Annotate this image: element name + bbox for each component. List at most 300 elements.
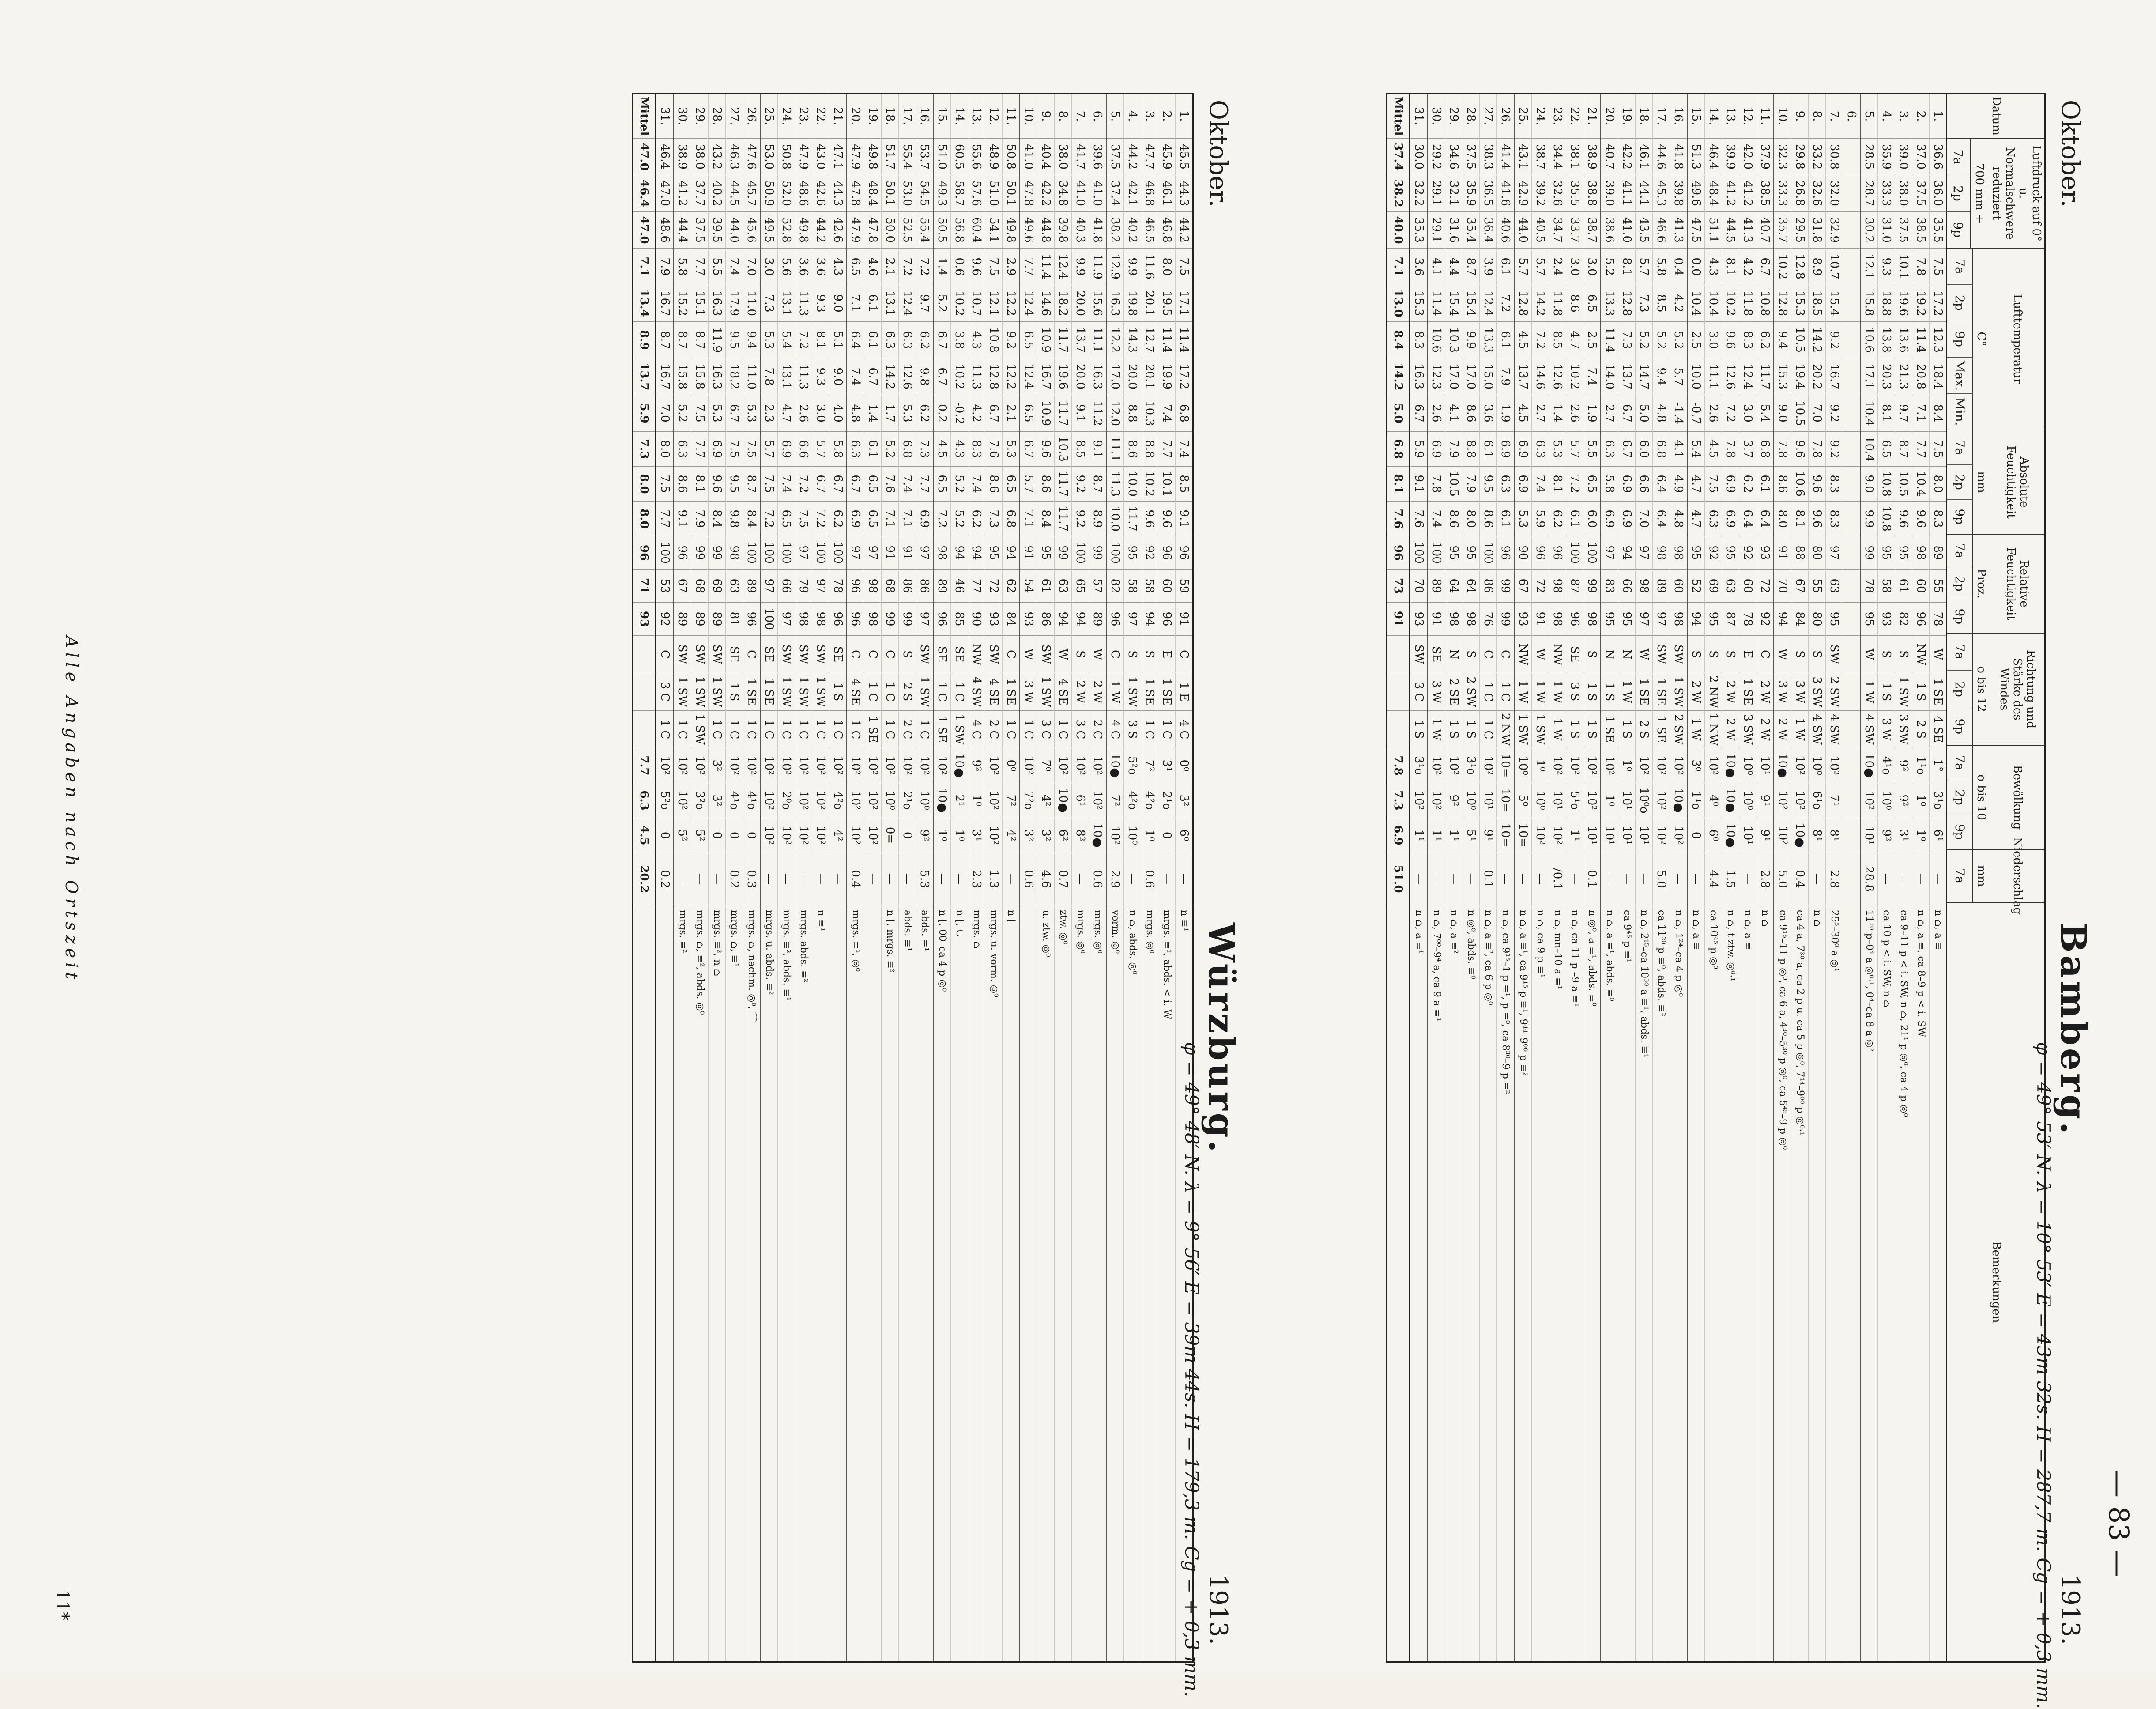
cell-pressure-2p: 44.3: [1176, 175, 1192, 212]
cell-cloud-7a: 3¹: [1158, 748, 1175, 783]
cell-wind-7a: NW: [1515, 636, 1531, 673]
cell-rel-humidity-9p: 76: [1480, 603, 1496, 636]
cell-abs-humidity-7a: 6.9: [1428, 432, 1445, 467]
cell-abs-humidity-7a: 4.3: [951, 432, 968, 467]
cell-pressure-7a: 38.1: [1566, 139, 1583, 175]
cell-cloud-7a: 10²: [812, 748, 829, 783]
cell-cloud-2p: 2¹o: [899, 783, 916, 818]
cell-abs-humidity-2p: 6.5: [864, 467, 881, 502]
cell-cloud-2p: 10⁰: [1878, 783, 1895, 818]
cell-temp-2p: 20.1: [1141, 285, 1158, 322]
cell-cloud-7a: 7²: [1141, 748, 1158, 783]
cell-cloud-2p: 6.3: [633, 783, 655, 818]
cell-wind-2p: 1 S: [829, 673, 846, 711]
cell-pressure-9p: 42.6: [829, 212, 846, 249]
cell-remarks: mrgs. u. abds. ≡²: [764, 910, 775, 995]
cell-date: 2.: [1158, 94, 1175, 139]
cell-temp-2p: 6.5: [1583, 285, 1600, 322]
cell-rel-humidity-2p: 83: [1601, 570, 1618, 603]
cell-date: 14.: [951, 94, 968, 139]
cell-cloud-2p: 4²o: [1141, 783, 1158, 818]
cell-abs-humidity-9p: 4.7: [1688, 502, 1704, 536]
cell-abs-humidity-9p: 7.1: [882, 502, 898, 536]
cell-pressure-9p: 35.3: [1410, 212, 1427, 249]
cell-temp-max: [1843, 358, 1860, 395]
cell-temp-min: 6.5: [1020, 395, 1037, 432]
cell-rel-humidity-9p: 98: [1445, 603, 1462, 636]
cell-temp-2p: 12.2: [1003, 285, 1019, 322]
cell-precipitation: —: [1566, 853, 1583, 905]
cell-rel-humidity-7a: 95: [1895, 536, 1912, 570]
cell-wind-7a: S: [1462, 636, 1479, 673]
cell-pressure-9p: [1843, 212, 1860, 249]
cell-rel-humidity-9p: 96: [847, 603, 864, 636]
cell-remarks: ca 9–11 p < i. SW, n ⌂, 21¹ p ◎⁰, ca 4 p ◎⁰: [1898, 910, 1909, 1117]
cell-rel-humidity-7a: 96: [1176, 536, 1192, 570]
cell-cloud-7a: 10²: [1089, 748, 1106, 783]
cell-pressure-7a: 48.9: [985, 139, 1002, 175]
cell-wind-9p: 4 SW: [1809, 711, 1825, 748]
cell-pressure-2p: 37.7: [691, 175, 708, 212]
cell-temp-max: 15.0: [1480, 358, 1496, 395]
cell-temp-7a: 9.6: [968, 249, 985, 285]
cell-cloud-2p: 7²: [1107, 783, 1123, 818]
cell-remarks: 11¹⁰ p–0⁴ a ◎⁰·¹, 0⁴–ca 8 a ◎²: [1864, 910, 1875, 1052]
cell-abs-humidity-7a: 5.8: [829, 432, 846, 467]
cell-abs-humidity-9p: 8.3: [1930, 502, 1946, 536]
cell-temp-9p: 9.4: [743, 322, 760, 358]
cell-pressure-9p: 44.0: [726, 212, 743, 249]
cell-wind-9p: 3 C: [1037, 711, 1054, 748]
table-row: [1635, 94, 1652, 1661]
cell-pressure-2p: 32.6: [1809, 175, 1825, 212]
cell-abs-humidity-9p: 7.6: [1387, 502, 1409, 536]
cell-precipitation: 0.1: [1480, 853, 1496, 905]
cell-precipitation: 2.8: [1756, 853, 1773, 905]
cell-temp-min: 2.6: [1428, 395, 1445, 432]
cell-temp-min: 7.4: [1158, 395, 1175, 432]
cell-rel-humidity-7a: 95: [1445, 536, 1462, 570]
cell-pressure-2p: 46.1: [1158, 175, 1175, 212]
cell-wind-7a: S: [1072, 636, 1089, 673]
cell-rel-humidity-9p: 96: [829, 603, 846, 636]
cell-abs-humidity-2p: 9.6: [1809, 467, 1825, 502]
cell-temp-min: 5.0: [1636, 395, 1652, 432]
cell-wind-2p: [1387, 673, 1409, 711]
cell-cloud-9p: 1⁰: [934, 818, 950, 853]
cell-date: 29.: [1445, 94, 1462, 139]
cell-rel-humidity-2p: 77: [968, 570, 985, 603]
cell-wind-2p: 1 SW: [1895, 673, 1912, 711]
cell-wind-2p: 1 S: [1878, 673, 1895, 711]
table-row: [968, 94, 985, 1661]
cell-wind-7a: SW: [691, 636, 708, 673]
cell-wind-2p: 1 SE: [1158, 673, 1175, 711]
cell-rel-humidity-9p: 96: [1158, 603, 1175, 636]
cell-temp-2p: 12.1: [985, 285, 1002, 322]
cell-abs-humidity-7a: 6.6: [795, 432, 812, 467]
cell-temp-9p: 6.3: [882, 322, 898, 358]
cell-abs-humidity-9p: 6.1: [1497, 502, 1514, 536]
cell-abs-humidity-2p: 10.5: [1895, 467, 1912, 502]
cell-wind-7a: SE: [829, 636, 846, 673]
cell-abs-humidity-9p: 7.1: [899, 502, 916, 536]
cell-pressure-7a: 51.0: [934, 139, 950, 175]
table-row: [1583, 94, 1600, 1661]
cell-cloud-7a: 7.7: [633, 748, 655, 783]
cell-temp-min: 1.4: [864, 395, 881, 432]
cell-cloud-2p: 3²: [709, 783, 725, 818]
cell-temp-2p: 20.0: [1072, 285, 1089, 322]
cell-pressure-7a: 39.9: [1722, 139, 1739, 175]
table-row: [777, 94, 795, 1661]
cell-remarks: abds. ≡¹: [902, 910, 913, 951]
cell-pressure-2p: 53.0: [899, 175, 916, 212]
cell-cloud-9p: 6.9: [1387, 818, 1409, 853]
cell-remarks: n ⌂, a ≡²: [1448, 910, 1459, 954]
cell-wind-7a: NW: [968, 636, 985, 673]
cell-pressure-7a: 43.2: [709, 139, 725, 175]
cell-pressure-2p: 46.4: [633, 175, 655, 212]
table-header: [1947, 93, 2046, 1663]
cell-date: 26.: [743, 94, 760, 139]
cell-cloud-7a: 10²: [1601, 748, 1618, 783]
cell-rel-humidity-9p: 80: [1809, 603, 1825, 636]
cell-temp-7a: 7.1: [1387, 249, 1409, 285]
cell-abs-humidity-7a: 7.7: [1912, 432, 1929, 467]
cell-abs-humidity-9p: 6.8: [1003, 502, 1019, 536]
cell-wind-7a: C: [1756, 636, 1773, 673]
cell-wind-9p: 1 C: [761, 711, 777, 748]
cell-rel-humidity-2p: 60: [1912, 570, 1929, 603]
cell-pressure-9p: 37.5: [1895, 212, 1912, 249]
cell-rel-humidity-2p: 78: [829, 570, 846, 603]
cell-temp-9p: 5.4: [778, 322, 795, 358]
cell-rel-humidity-2p: 69: [709, 570, 725, 603]
cell-cloud-7a: 10²: [743, 748, 760, 783]
cell-wind-2p: 1 C: [882, 673, 898, 711]
cell-temp-7a: 5.8: [674, 249, 691, 285]
cell-temp-9p: 9.6: [1722, 322, 1739, 358]
cell-wind-9p: 1 C: [795, 711, 812, 748]
cell-wind-2p: 1 SW: [674, 673, 691, 711]
cell-remarks: ca 9¹⁵–11 p ◎⁰, ca 6 a, 4³⁰–5³⁰ p ◎⁰, ca 5⁴⁵–9 p ◎⁰: [1777, 910, 1788, 1150]
cell-remarks: n ◎⁰, abds. ≡⁰: [1466, 910, 1477, 979]
cell-wind-9p: 1 C: [674, 711, 691, 748]
cell-precipitation: —: [1410, 853, 1427, 905]
cell-rel-humidity-7a: 88: [1791, 536, 1808, 570]
cell-rel-humidity-2p: 71: [633, 570, 655, 603]
cell-precipitation: 0.1: [1583, 853, 1600, 905]
cell-cloud-7a: 10²: [1072, 748, 1089, 783]
cell-temp-7a: 4.6: [864, 249, 881, 285]
cell-abs-humidity-9p: 10.0: [1107, 502, 1123, 536]
table-row: [916, 94, 933, 1661]
cell-wind-7a: S: [1688, 636, 1704, 673]
cell-rel-humidity-9p: 96: [1566, 603, 1583, 636]
cell-pressure-2p: 44.3: [829, 175, 846, 212]
cell-date: 3.: [1895, 94, 1912, 139]
cell-precipitation: —: [899, 853, 916, 905]
cell-pressure-2p: 26.8: [1791, 175, 1808, 212]
cell-date: 18.: [882, 94, 898, 139]
cell-wind-7a: S: [1791, 636, 1808, 673]
table-row: [1141, 94, 1158, 1661]
cell-pressure-2p: 50.9: [761, 175, 777, 212]
cell-rel-humidity-2p: 96: [847, 570, 864, 603]
cell-rel-humidity-7a: 97: [1601, 536, 1618, 570]
cell-temp-min: 6.7: [985, 395, 1002, 432]
cell-rel-humidity-7a: 98: [1912, 536, 1929, 570]
cell-rel-humidity-2p: 58: [1124, 570, 1141, 603]
cell-temp-max: 12.6: [1722, 358, 1739, 395]
cell-cloud-2p: 10¹: [1480, 783, 1496, 818]
cell-cloud-2p: 10²: [864, 783, 881, 818]
cell-rel-humidity-2p: 66: [1618, 570, 1635, 603]
cell-remarks: mrgs. ≡²: [677, 910, 688, 953]
cell-wind-7a: SE: [951, 636, 968, 673]
cell-temp-max: 12.4: [1020, 358, 1037, 395]
cell-pressure-9p: 29.5: [1791, 212, 1808, 249]
cell-abs-humidity-2p: 10.5: [1445, 467, 1462, 502]
cell-cloud-9p: 1⁰: [1141, 818, 1158, 853]
cell-rel-humidity-9p: 87: [1722, 603, 1739, 636]
cell-temp-9p: 2.5: [1583, 322, 1600, 358]
cell-pressure-9p: 44.0: [1515, 212, 1531, 249]
cell-precipitation: 4.4: [1705, 853, 1722, 905]
cell-rel-humidity-9p: 95: [1601, 603, 1618, 636]
cell-abs-humidity-2p: 5.7: [1020, 467, 1037, 502]
cell-precipitation: —: [934, 853, 950, 905]
cell-pressure-9p: 51.1: [1705, 212, 1722, 249]
cell-rel-humidity-9p: 91: [1176, 603, 1192, 636]
cell-wind-7a: S: [1878, 636, 1895, 673]
cell-temp-min: 4.0: [829, 395, 846, 432]
cell-temp-max: 18.2: [726, 358, 743, 395]
cell-cloud-7a: 10²: [795, 748, 812, 783]
cell-rel-humidity-9p: 93: [633, 603, 655, 636]
cell-date: Mittel: [1387, 94, 1409, 139]
cell-pressure-9p: 31.6: [1445, 212, 1462, 249]
cell-temp-7a: 6.5: [847, 249, 864, 285]
cell-rel-humidity-2p: 79: [795, 570, 812, 603]
cell-wind-2p: 1 SW: [916, 673, 933, 711]
cell-wind-9p: [1843, 711, 1860, 748]
cell-temp-min: -0.2: [951, 395, 968, 432]
cell-pressure-9p: 44.2: [812, 212, 829, 249]
cell-abs-humidity-2p: 6.7: [847, 467, 864, 502]
cell-rel-humidity-2p: 89: [1428, 570, 1445, 603]
cell-abs-humidity-9p: 7.2: [761, 502, 777, 536]
cell-wind-9p: 1 S: [1445, 711, 1462, 748]
cell-rel-humidity-9p: 99: [882, 603, 898, 636]
cell-remarks: [1020, 905, 1037, 1661]
cell-temp-max: 10.2: [1566, 358, 1583, 395]
cell-abs-humidity-7a: 8.6: [1124, 432, 1141, 467]
cell-temp-min: 7.5: [691, 395, 708, 432]
cell-abs-humidity-7a: 7.3: [633, 432, 655, 467]
cell-wind-2p: 1 W: [1618, 673, 1635, 711]
table-row: [1791, 94, 1808, 1661]
cell-temp-9p: 3.0: [1705, 322, 1722, 358]
cell-rel-humidity-2p: 67: [1791, 570, 1808, 603]
cell-precipitation: —: [1072, 853, 1089, 905]
cell-temp-9p: 4.5: [1515, 322, 1531, 358]
cell-temp-2p: 12.8: [1618, 285, 1635, 322]
cell-abs-humidity-2p: 6.3: [1497, 467, 1514, 502]
cell-rel-humidity-7a: 90: [1515, 536, 1531, 570]
cell-abs-humidity-2p: 10.0: [1124, 467, 1141, 502]
cell-pressure-2p: 28.7: [1861, 175, 1877, 212]
cell-temp-9p: 8.3: [1410, 322, 1427, 358]
cell-date: 6.: [1089, 94, 1106, 139]
cell-cloud-9p: 3²: [1020, 818, 1037, 853]
cell-temp-2p: 10.4: [1688, 285, 1704, 322]
cell-pressure-9p: 52.8: [778, 212, 795, 249]
cell-cloud-7a: 10●: [1722, 748, 1739, 783]
cell-pressure-9p: 29.1: [1428, 212, 1445, 249]
table-row: [795, 94, 812, 1661]
cell-date: 10.: [1774, 94, 1791, 139]
cell-temp-2p: 15.4: [1462, 285, 1479, 322]
cell-temp-7a: [1843, 249, 1860, 285]
cell-wind-2p: 1 SW: [778, 673, 795, 711]
cell-rel-humidity-7a: 99: [1861, 536, 1877, 570]
cell-abs-humidity-9p: 5.2: [951, 502, 968, 536]
cell-precipitation: —: [1636, 853, 1652, 905]
cell-abs-humidity-7a: 6.1: [1480, 432, 1496, 467]
cell-abs-humidity-7a: 8.5: [1072, 432, 1089, 467]
cell-remarks: mrgs. ≡¹, ◎⁰: [850, 910, 861, 972]
cell-remarks: mrgs. ⌂, nachm. ◎⁰, ⌒: [746, 910, 757, 1022]
cell-pressure-9p: 46.8: [1158, 212, 1175, 249]
cell-abs-humidity-2p: 7.2: [1566, 467, 1583, 502]
cell-wind-9p: 1 NW: [1705, 711, 1722, 748]
cell-wind-9p: [633, 711, 655, 748]
cell-cloud-2p: 10●: [1722, 783, 1739, 818]
cell-rel-humidity-9p: 90: [968, 603, 985, 636]
cell-temp-9p: 5.2: [1653, 322, 1670, 358]
cell-rel-humidity-7a: 100: [1107, 536, 1123, 570]
cell-wind-2p: 1 SE: [1003, 673, 1019, 711]
cell-pressure-2p: 47.8: [847, 175, 864, 212]
cell-rel-humidity-2p: 60: [1670, 570, 1687, 603]
cell-temp-9p: 11.7: [1055, 322, 1071, 358]
cell-rel-humidity-9p: 93: [1515, 603, 1531, 636]
cell-wind-9p: 1 C: [1003, 711, 1019, 748]
cell-wind-2p: [1843, 673, 1860, 711]
cell-temp-7a: 3.6: [1410, 249, 1427, 285]
cell-abs-humidity-9p: 6.9: [1722, 502, 1739, 536]
cell-precipitation: 28.8: [1861, 853, 1877, 905]
cell-pressure-7a: 46.4: [656, 139, 673, 175]
cell-rel-humidity-2p: 59: [1176, 570, 1192, 603]
cell-date: 9.: [1037, 94, 1054, 139]
cell-cloud-2p: 7.3: [1387, 783, 1409, 818]
cell-pressure-2p: 39.2: [1532, 175, 1549, 212]
cell-temp-9p: 12.3: [1930, 322, 1946, 358]
cell-temp-9p: 8.3: [1739, 322, 1756, 358]
header-abs-feuchtigkeit: Absolute Feuchtigkeit mm 7a 2p 9p: [1947, 430, 2044, 535]
cell-cloud-7a: 7⁰: [1037, 748, 1054, 783]
cell-abs-humidity-7a: 5.4: [1688, 432, 1704, 467]
cell-abs-humidity-7a: 4.5: [934, 432, 950, 467]
cell-abs-humidity-9p: 10.8: [1878, 502, 1895, 536]
cell-abs-humidity-2p: 8.6: [1037, 467, 1054, 502]
cell-wind-2p: 1 S: [1583, 673, 1600, 711]
cell-pressure-2p: 32.6: [1549, 175, 1566, 212]
cell-wind-7a: C: [1480, 636, 1496, 673]
cell-abs-humidity-2p: 8.6: [1774, 467, 1791, 502]
cell-abs-humidity-9p: 9.1: [1176, 502, 1192, 536]
cell-cloud-9p: 0: [1158, 818, 1175, 853]
cell-temp-9p: 7.3: [1618, 322, 1635, 358]
cell-temp-7a: 6.1: [1497, 249, 1514, 285]
cell-remarks: [633, 905, 655, 1661]
cell-rel-humidity-7a: [1843, 536, 1860, 570]
cell-abs-humidity-2p: 7.4: [968, 467, 985, 502]
cell-pressure-7a: 38.7: [1532, 139, 1549, 175]
cell-abs-humidity-7a: 8.0: [656, 432, 673, 467]
cell-date: 29.: [691, 94, 708, 139]
cell-wind-9p: 3 SW: [1739, 711, 1756, 748]
cell-cloud-2p: 10⁰: [1532, 783, 1549, 818]
cell-pressure-9p: 41.3: [1739, 212, 1756, 249]
cell-temp-2p: 7.3: [761, 285, 777, 322]
cell-cloud-2p: 10²: [1861, 783, 1877, 818]
cell-temp-min: 6.7: [1410, 395, 1427, 432]
cell-pressure-2p: 41.1: [1618, 175, 1635, 212]
cell-temp-max: 14.2: [882, 358, 898, 395]
cell-temp-9p: [1843, 322, 1860, 358]
cell-cloud-7a: 10²: [1020, 748, 1037, 783]
cell-wind-7a: SW: [795, 636, 812, 673]
cell-temp-max: 13.1: [778, 358, 795, 395]
cell-cloud-9p: 8¹: [1826, 818, 1843, 853]
cell-temp-7a: 9.3: [1878, 249, 1895, 285]
cell-pressure-7a: 42.0: [1739, 139, 1756, 175]
cell-pressure-7a: 51.7: [882, 139, 898, 175]
cell-wind-2p: 1 SE: [1653, 673, 1670, 711]
cell-cloud-9p: 10²: [761, 818, 777, 853]
cell-rel-humidity-7a: 100: [1480, 536, 1496, 570]
cell-temp-min: 6.8: [1176, 395, 1192, 432]
cell-pressure-7a: 47.0: [633, 139, 655, 175]
cell-temp-min: 8.4: [1930, 395, 1946, 432]
cell-wind-7a: C: [882, 636, 898, 673]
cell-abs-humidity-2p: 10.8: [1878, 467, 1895, 502]
cell-pressure-2p: 51.0: [985, 175, 1002, 212]
cell-precipitation: 0.3: [743, 853, 760, 905]
cell-precipitation: —: [1497, 853, 1514, 905]
cell-remarks: [864, 905, 881, 1661]
table-row: [881, 94, 898, 1661]
cell-temp-9p: 13.3: [1480, 322, 1496, 358]
cell-temp-max: 11.3: [968, 358, 985, 395]
cell-abs-humidity-2p: 9.5: [726, 467, 743, 502]
cell-cloud-9p: 0: [709, 818, 725, 853]
cell-precipitation: —: [864, 853, 881, 905]
cell-abs-humidity-2p: 10.2: [1141, 467, 1158, 502]
cell-cloud-2p: 10²: [795, 783, 812, 818]
cell-wind-9p: 1 W: [1791, 711, 1808, 748]
cell-precipitation: —: [1532, 853, 1549, 905]
cell-rel-humidity-9p: 91: [1428, 603, 1445, 636]
cell-wind-7a: S: [1124, 636, 1141, 673]
cell-temp-7a: 8.1: [1722, 249, 1739, 285]
cell-precipitation: 2.8: [1826, 853, 1843, 905]
cell-abs-humidity-9p: 7.7: [656, 502, 673, 536]
